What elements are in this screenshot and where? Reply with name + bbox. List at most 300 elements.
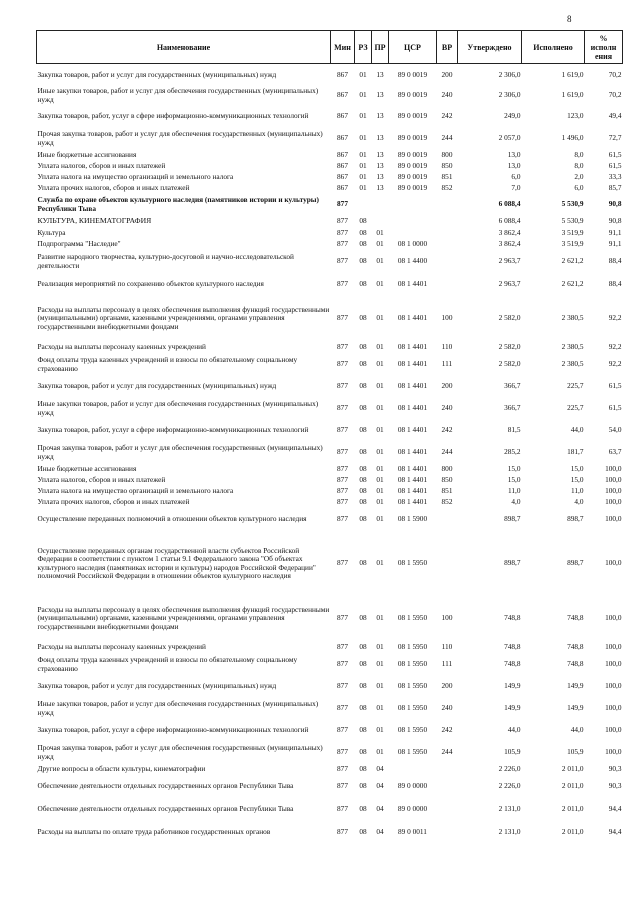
row-vr bbox=[437, 764, 458, 776]
row-name: Другие вопросы в области культуры, кинематографии bbox=[37, 764, 206, 774]
row-approved: 2 582,0 bbox=[498, 313, 521, 323]
header-executed: Исполнено bbox=[522, 31, 585, 64]
row-approved: 44,0 bbox=[507, 725, 521, 735]
row-vr: 850 bbox=[441, 474, 453, 484]
row-pr: 01 bbox=[376, 463, 384, 473]
table-row bbox=[37, 183, 623, 194]
row-min: 877 bbox=[337, 747, 348, 757]
row-vr: 244 bbox=[441, 447, 453, 457]
row-vr: 100 bbox=[441, 613, 453, 623]
row-name: Иные бюджетные ассигнования bbox=[37, 149, 137, 159]
row-min: 877 bbox=[337, 227, 348, 237]
row-percent: 90,3 bbox=[608, 764, 622, 774]
row-csr: 89 0 0019 bbox=[397, 111, 428, 121]
row-csr: 08 1 5950 bbox=[397, 613, 428, 623]
row-rz: 08 bbox=[359, 725, 367, 735]
row-name: Закупка товаров, работ, услуг в сфере информационно-коммуникационных технологий bbox=[37, 425, 309, 435]
row-executed: 15,0 bbox=[570, 474, 584, 484]
row-name: Расходы на выплаты персоналу в целях обеспечения выполнения функций государственными (муниципальными) органами, казенными учреждениями, органами управления государственными внебюджетными фондами bbox=[37, 604, 330, 631]
row-vr: 110 bbox=[441, 642, 453, 652]
row-percent: 33,3 bbox=[608, 171, 622, 181]
row-min: 877 bbox=[337, 238, 348, 248]
row-executed: 2 621,2 bbox=[561, 256, 584, 266]
row-percent: 90,8 bbox=[608, 216, 622, 226]
row-pr: 01 bbox=[376, 279, 384, 289]
row-pr: 01 bbox=[376, 514, 384, 524]
table-row bbox=[37, 86, 623, 106]
row-percent: 49,4 bbox=[608, 111, 622, 121]
row-pr: 13 bbox=[376, 182, 384, 192]
row-csr: 08 1 4401 bbox=[397, 313, 428, 323]
row-min: 877 bbox=[337, 381, 348, 391]
row-percent: 100,0 bbox=[605, 514, 622, 524]
row-min: 877 bbox=[337, 558, 348, 568]
row-percent: 88,4 bbox=[608, 279, 622, 289]
row-min: 877 bbox=[337, 725, 348, 735]
row-approved: 2 057,0 bbox=[498, 133, 521, 143]
row-executed: 1 619,0 bbox=[561, 69, 584, 79]
row-percent: 90,8 bbox=[608, 199, 622, 209]
row-executed: 2 011,0 bbox=[561, 781, 584, 791]
row-name: Закупка товаров, работ, услуг в сфере информационно-коммуникационных технологий bbox=[37, 111, 309, 121]
row-pr: 01 bbox=[376, 227, 384, 237]
row-approved: 748,8 bbox=[504, 642, 521, 652]
table-row bbox=[37, 64, 623, 86]
row-min: 877 bbox=[337, 256, 348, 266]
row-percent: 92,2 bbox=[608, 313, 622, 323]
table-row bbox=[37, 532, 623, 596]
row-name: Иные закупки товаров, работ и услуг для обеспечения государственных (муниципальных) нужд bbox=[37, 699, 319, 717]
row-approved: 2 582,0 bbox=[498, 342, 521, 352]
row-rz: 01 bbox=[359, 90, 367, 100]
row-pr: 01 bbox=[376, 256, 384, 266]
row-executed: 2 380,5 bbox=[561, 359, 584, 369]
row-csr: 89 0 0019 bbox=[397, 160, 428, 170]
row-rz: 08 bbox=[359, 279, 367, 289]
row-csr: 08 1 5950 bbox=[397, 681, 428, 691]
row-vr: 240 bbox=[441, 90, 453, 100]
table-row bbox=[37, 239, 623, 250]
table-header-row bbox=[37, 31, 623, 64]
row-rz: 08 bbox=[359, 747, 367, 757]
row-percent: 70,2 bbox=[608, 90, 622, 100]
row-percent: 91,1 bbox=[608, 238, 622, 248]
row-percent: 92,2 bbox=[608, 342, 622, 352]
row-vr: 200 bbox=[441, 681, 453, 691]
row-min: 877 bbox=[337, 313, 348, 323]
row-pr: 01 bbox=[376, 642, 384, 652]
row-pr: 01 bbox=[376, 342, 384, 352]
row-vr: 242 bbox=[441, 425, 453, 435]
row-min: 877 bbox=[337, 703, 348, 713]
row-name: Фонд оплаты труда казенных учреждений и взносы по обязательному социальному страхованию bbox=[37, 655, 298, 673]
row-min: 877 bbox=[337, 681, 348, 691]
row-pr: 01 bbox=[376, 425, 384, 435]
row-vr: 242 bbox=[441, 725, 453, 735]
row-vr: 244 bbox=[441, 133, 453, 143]
table-row bbox=[37, 128, 623, 150]
row-percent: 54,0 bbox=[608, 425, 622, 435]
row-executed: 5 530,9 bbox=[561, 199, 584, 209]
row-executed: 2 380,5 bbox=[561, 313, 584, 323]
row-pr: 01 bbox=[376, 681, 384, 691]
header-name: Наименование bbox=[37, 31, 331, 64]
row-vr: 200 bbox=[441, 69, 453, 79]
row-min: 877 bbox=[337, 613, 348, 623]
row-rz: 01 bbox=[359, 171, 367, 181]
row-rz: 08 bbox=[359, 313, 367, 323]
row-min: 867 bbox=[337, 149, 348, 159]
row-csr: 08 1 4401 bbox=[397, 463, 428, 473]
row-executed: 748,8 bbox=[567, 642, 584, 652]
row-vr: 851 bbox=[441, 171, 453, 181]
row-pr: 13 bbox=[376, 133, 384, 143]
row-pr: 01 bbox=[376, 558, 384, 568]
row-vr bbox=[437, 216, 458, 228]
row-rz: 01 bbox=[359, 69, 367, 79]
row-name: Прочая закупка товаров, работ и услуг для обеспечения государственных (муниципальных) нужд bbox=[37, 743, 323, 761]
table-row bbox=[37, 228, 623, 239]
row-approved: 3 862,4 bbox=[498, 238, 521, 248]
row-rz: 08 bbox=[359, 342, 367, 352]
row-rz: 08 bbox=[359, 613, 367, 623]
header-rz: РЗ bbox=[355, 31, 372, 64]
row-min: 877 bbox=[337, 199, 348, 209]
row-pr: 04 bbox=[376, 781, 384, 791]
row-executed: 6,0 bbox=[574, 182, 584, 192]
row-percent: 61,5 bbox=[608, 149, 622, 159]
table-row bbox=[37, 720, 623, 742]
row-name: Уплата налога на имущество организаций и земельного налога bbox=[37, 171, 234, 181]
row-approved: 898,7 bbox=[504, 514, 521, 524]
row-pr: 13 bbox=[376, 111, 384, 121]
row-executed: 8,0 bbox=[574, 160, 584, 170]
row-name: Уплата прочих налогов, сборов и иных платежей bbox=[37, 182, 190, 192]
row-name: Уплата налога на имущество организаций и земельного налога bbox=[37, 485, 234, 495]
row-executed: 225,7 bbox=[567, 403, 584, 413]
table-row bbox=[37, 376, 623, 398]
row-pr: 01 bbox=[376, 381, 384, 391]
row-min: 877 bbox=[337, 425, 348, 435]
row-csr: 89 0 0000 bbox=[397, 804, 428, 814]
row-name: Расходы на выплаты персоналу в целях обеспечения выполнения функций государственными (муниципальными) органами, казенными учреждениями, органами управления государственными внебюджетными фондами bbox=[37, 304, 330, 331]
row-min: 877 bbox=[337, 496, 348, 506]
row-rz: 01 bbox=[359, 133, 367, 143]
row-rz: 08 bbox=[359, 496, 367, 506]
row-name: Обеспечение деятельности отдельных государственных органов Республики Тыва bbox=[37, 781, 294, 791]
row-name: Уплата прочих налогов, сборов и иных платежей bbox=[37, 496, 190, 506]
row-name: Прочая закупка товаров, работ и услуг для обеспечения государственных (муниципальных) нужд bbox=[37, 443, 323, 461]
row-min: 867 bbox=[337, 111, 348, 121]
row-vr: 851 bbox=[441, 485, 453, 495]
table-row bbox=[37, 486, 623, 497]
row-csr: 08 1 4401 bbox=[397, 447, 428, 457]
row-pr: 04 bbox=[376, 827, 384, 837]
row-csr: 08 1 4401 bbox=[397, 425, 428, 435]
row-csr: 08 1 4401 bbox=[397, 381, 428, 391]
header-percent-line-3: ения bbox=[594, 51, 613, 61]
row-csr: 08 1 4401 bbox=[397, 496, 428, 506]
row-pr: 01 bbox=[376, 496, 384, 506]
row-name: Закупка товаров, работ и услуг для государственных (муниципальных) нужд bbox=[37, 681, 277, 691]
row-csr: 89 0 0011 bbox=[398, 827, 427, 837]
row-percent: 91,1 bbox=[608, 227, 622, 237]
row-min: 877 bbox=[337, 474, 348, 484]
row-approved: 898,7 bbox=[504, 558, 521, 568]
row-executed: 149,9 bbox=[567, 681, 584, 691]
row-pr: 01 bbox=[376, 613, 384, 623]
row-rz: 08 bbox=[359, 256, 367, 266]
table-row bbox=[37, 642, 623, 654]
table-row bbox=[37, 822, 623, 844]
row-approved: 149,9 bbox=[504, 703, 521, 713]
row-csr bbox=[389, 194, 437, 216]
row-percent: 63,7 bbox=[608, 447, 622, 457]
row-min: 877 bbox=[337, 804, 348, 814]
row-csr: 08 1 4401 bbox=[397, 359, 428, 369]
row-pr: 01 bbox=[376, 659, 384, 669]
row-pr: 01 bbox=[376, 447, 384, 457]
row-rz: 01 bbox=[359, 182, 367, 192]
header-min: Мин bbox=[331, 31, 355, 64]
row-percent: 88,4 bbox=[608, 256, 622, 266]
row-name: Развитие народного творчества, культурно-досуговой и научно-исследовательской деятельности bbox=[37, 252, 294, 270]
row-pr: 01 bbox=[376, 747, 384, 757]
table-row bbox=[37, 508, 623, 532]
row-min: 867 bbox=[337, 171, 348, 181]
row-percent: 61,5 bbox=[608, 160, 622, 170]
row-name: Расходы на выплаты персоналу казенных учреждений bbox=[37, 642, 206, 652]
row-pr: 13 bbox=[376, 69, 384, 79]
row-percent: 90,3 bbox=[608, 781, 622, 791]
row-rz: 08 bbox=[359, 425, 367, 435]
row-executed: 898,7 bbox=[567, 558, 584, 568]
row-csr: 08 1 5950 bbox=[397, 703, 428, 713]
row-min: 867 bbox=[337, 90, 348, 100]
row-min: 877 bbox=[337, 216, 348, 226]
row-min: 877 bbox=[337, 463, 348, 473]
row-executed: 105,9 bbox=[567, 747, 584, 757]
row-percent: 72,7 bbox=[608, 133, 622, 143]
table-row bbox=[37, 296, 623, 342]
table-row bbox=[37, 398, 623, 420]
row-executed: 44,0 bbox=[570, 425, 584, 435]
row-executed: 149,9 bbox=[567, 703, 584, 713]
table-row bbox=[37, 216, 623, 228]
table-row bbox=[37, 676, 623, 698]
row-min: 867 bbox=[337, 182, 348, 192]
row-name: Иные закупки товаров, работ и услуг для обеспечения государственных (муниципальных) нужд bbox=[37, 399, 319, 417]
row-rz: 08 bbox=[359, 642, 367, 652]
row-executed: 3 519,9 bbox=[561, 227, 584, 237]
row-approved: 7,0 bbox=[511, 182, 521, 192]
row-csr: 08 1 4401 bbox=[397, 474, 428, 484]
row-vr bbox=[437, 822, 458, 844]
table-row bbox=[37, 161, 623, 172]
row-csr: 89 0 0019 bbox=[397, 171, 428, 181]
row-approved: 4,0 bbox=[511, 496, 521, 506]
row-name: Расходы на выплаты персоналу казенных учреждений bbox=[37, 342, 206, 352]
table-row bbox=[37, 742, 623, 764]
row-rz: 08 bbox=[359, 359, 367, 369]
row-rz: 08 bbox=[359, 558, 367, 568]
row-percent: 100,0 bbox=[605, 703, 622, 713]
row-csr: 08 1 5950 bbox=[397, 659, 428, 669]
row-approved: 2 963,7 bbox=[498, 256, 521, 266]
row-executed: 15,0 bbox=[570, 463, 584, 473]
row-name: Прочая закупка товаров, работ и услуг для обеспечения государственных (муниципальных) нужд bbox=[37, 129, 323, 147]
row-vr bbox=[437, 508, 458, 532]
row-pr bbox=[372, 216, 389, 228]
row-csr: 08 1 4401 bbox=[397, 403, 428, 413]
row-vr: 800 bbox=[441, 149, 453, 159]
table-row bbox=[37, 596, 623, 642]
row-csr: 08 1 5900 bbox=[397, 514, 428, 524]
row-csr: 08 1 0000 bbox=[397, 238, 428, 248]
row-vr: 852 bbox=[441, 496, 453, 506]
row-vr bbox=[437, 194, 458, 216]
table-row bbox=[37, 764, 623, 776]
row-pr: 13 bbox=[376, 90, 384, 100]
row-approved: 2 582,0 bbox=[498, 359, 521, 369]
row-rz: 01 bbox=[359, 160, 367, 170]
row-vr: 111 bbox=[441, 359, 453, 369]
row-pr: 01 bbox=[376, 359, 384, 369]
row-csr: 89 0 0019 bbox=[397, 133, 428, 143]
header-vr: ВР bbox=[437, 31, 458, 64]
row-pr: 01 bbox=[376, 313, 384, 323]
row-csr bbox=[389, 228, 437, 239]
header-csr: ЦСР bbox=[389, 31, 437, 64]
row-vr: 240 bbox=[441, 703, 453, 713]
row-min: 877 bbox=[337, 403, 348, 413]
row-executed: 898,7 bbox=[567, 514, 584, 524]
row-csr: 08 1 4401 bbox=[397, 279, 428, 289]
row-pr: 01 bbox=[376, 238, 384, 248]
row-rz: 08 bbox=[359, 485, 367, 495]
row-approved: 6 088,4 bbox=[498, 199, 521, 209]
row-name: Расходы на выплаты по оплате труда работников государственных органов bbox=[37, 827, 271, 837]
row-executed: 1 496,0 bbox=[561, 133, 584, 143]
row-executed: 2 011,0 bbox=[561, 764, 584, 774]
row-executed: 3 519,9 bbox=[561, 238, 584, 248]
row-pr bbox=[372, 194, 389, 216]
row-name: Культура bbox=[37, 227, 66, 237]
row-rz: 08 bbox=[359, 681, 367, 691]
row-name: Иные бюджетные ассигнования bbox=[37, 463, 137, 473]
row-min: 877 bbox=[337, 485, 348, 495]
row-vr bbox=[437, 250, 458, 274]
row-percent: 70,2 bbox=[608, 69, 622, 79]
row-approved: 249,0 bbox=[504, 111, 521, 121]
row-name: Уплата налогов, сборов и иных платежей bbox=[37, 160, 166, 170]
row-executed: 2 380,5 bbox=[561, 342, 584, 352]
row-csr bbox=[389, 216, 437, 228]
row-percent: 100,0 bbox=[605, 463, 622, 473]
row-approved: 6,0 bbox=[511, 171, 521, 181]
row-executed: 8,0 bbox=[574, 149, 584, 159]
row-approved: 11,0 bbox=[508, 485, 521, 495]
row-percent: 100,0 bbox=[605, 474, 622, 484]
row-name: Закупка товаров, работ и услуг для государственных (муниципальных) нужд bbox=[37, 69, 277, 79]
row-csr: 08 1 5950 bbox=[397, 558, 428, 568]
row-percent: 61,5 bbox=[608, 381, 622, 391]
row-name: Осуществление переданных полномочий в отношении объектов культурного наследия bbox=[37, 514, 307, 524]
row-csr: 89 0 0000 bbox=[397, 781, 428, 791]
row-rz: 08 bbox=[359, 827, 367, 837]
row-approved: 748,8 bbox=[504, 613, 521, 623]
table-row bbox=[37, 442, 623, 464]
row-pr: 01 bbox=[376, 474, 384, 484]
row-name: КУЛЬТУРА, КИНЕМАТОГРАФИЯ bbox=[37, 216, 152, 226]
row-min: 867 bbox=[337, 69, 348, 79]
row-approved: 2 306,0 bbox=[498, 90, 521, 100]
row-name: Обеспечение деятельности отдельных государственных органов Республики Тыва bbox=[37, 804, 294, 814]
row-approved: 15,0 bbox=[507, 463, 521, 473]
row-rz: 08 bbox=[359, 403, 367, 413]
row-vr: 111 bbox=[441, 659, 453, 669]
table-row bbox=[37, 172, 623, 183]
row-rz: 08 bbox=[359, 781, 367, 791]
row-csr: 08 1 4401 bbox=[397, 342, 428, 352]
row-rz: 08 bbox=[359, 238, 367, 248]
row-executed: 123,0 bbox=[567, 111, 584, 121]
row-percent: 100,0 bbox=[605, 681, 622, 691]
row-approved: 2 306,0 bbox=[498, 69, 521, 79]
row-approved: 15,0 bbox=[507, 474, 521, 484]
row-rz: 08 bbox=[359, 804, 367, 814]
row-vr bbox=[437, 532, 458, 596]
row-rz: 08 bbox=[359, 659, 367, 669]
row-percent: 92,2 bbox=[608, 359, 622, 369]
table-row bbox=[37, 698, 623, 720]
row-pr: 01 bbox=[376, 725, 384, 735]
row-approved: 748,8 bbox=[504, 659, 521, 669]
row-approved: 2 131,0 bbox=[498, 804, 521, 814]
row-name: Подпрограмма "Наследие" bbox=[37, 238, 121, 248]
row-name: Фонд оплаты труда казенных учреждений и взносы по обязательному социальному страхованию bbox=[37, 355, 298, 373]
row-csr: 08 1 5950 bbox=[397, 747, 428, 757]
row-csr: 89 0 0019 bbox=[397, 149, 428, 159]
row-rz: 01 bbox=[359, 149, 367, 159]
row-min: 877 bbox=[337, 781, 348, 791]
row-executed: 2 011,0 bbox=[561, 827, 584, 837]
row-rz: 08 bbox=[359, 381, 367, 391]
row-executed: 1 619,0 bbox=[561, 90, 584, 100]
row-approved: 285,2 bbox=[504, 447, 521, 457]
table-row bbox=[37, 274, 623, 296]
row-rz: 08 bbox=[359, 216, 367, 226]
row-pr: 01 bbox=[376, 485, 384, 495]
row-percent: 100,0 bbox=[605, 613, 622, 623]
row-percent: 100,0 bbox=[605, 496, 622, 506]
row-min: 877 bbox=[337, 342, 348, 352]
table-row bbox=[37, 497, 623, 508]
page-number: 8 bbox=[567, 14, 572, 24]
row-executed: 2 011,0 bbox=[561, 804, 584, 814]
header-percent-line-1: % bbox=[599, 33, 608, 43]
row-vr bbox=[437, 228, 458, 239]
table-row bbox=[37, 250, 623, 274]
row-min: 867 bbox=[337, 133, 348, 143]
table-row bbox=[37, 464, 623, 475]
row-name: Уплата налогов, сборов и иных платежей bbox=[37, 474, 166, 484]
row-vr: 100 bbox=[441, 313, 453, 323]
row-csr: 89 0 0019 bbox=[397, 90, 428, 100]
row-approved: 105,9 bbox=[504, 747, 521, 757]
row-pr: 01 bbox=[376, 703, 384, 713]
table-row bbox=[37, 106, 623, 128]
